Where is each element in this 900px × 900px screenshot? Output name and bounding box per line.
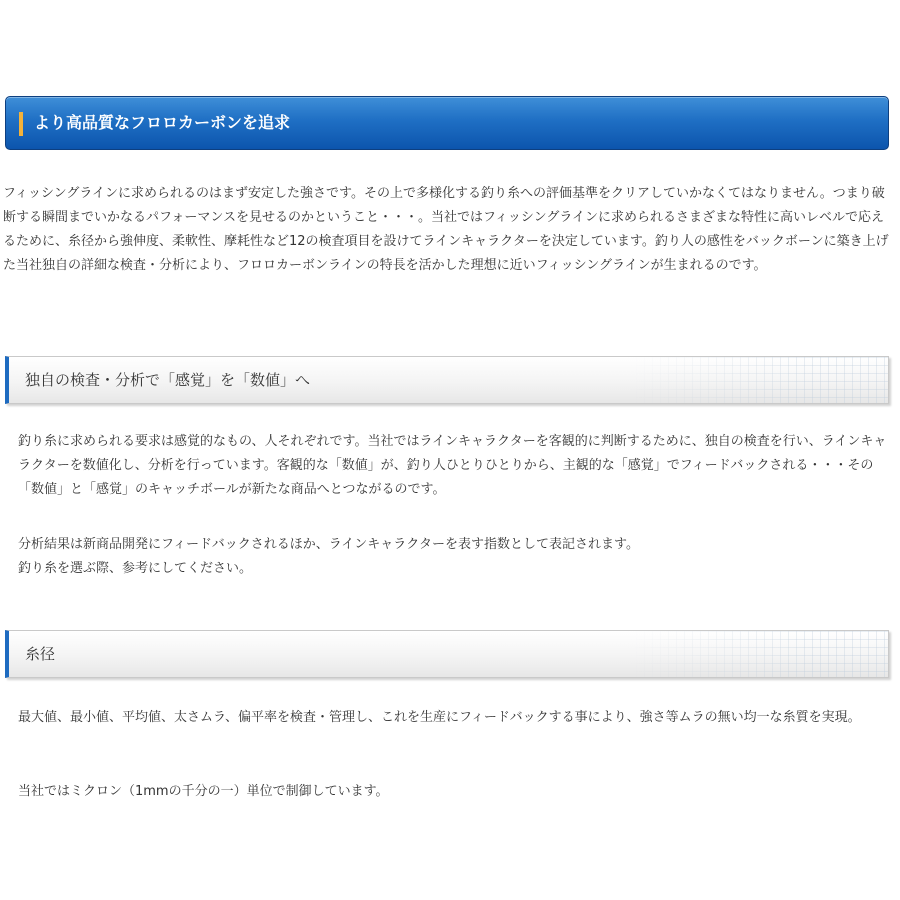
main-heading (5, 96, 889, 150)
heading-accent-bar (19, 112, 23, 136)
diameter-paragraph-1: 最大値、最小値、平均値、太さムラ、偏平率を検査・管理し、これを生産にフィードバックする事により、強さ等ムラの無い均一な糸質を実現。 (18, 710, 861, 725)
heading-grid-decoration (628, 357, 888, 403)
section-heading-analysis (5, 356, 889, 404)
section-heading-title: 独自の検査・分析で「感覚」を「数値」へ (25, 371, 311, 389)
analysis-paragraph-2: 分析結果は新商品開発にフィードバックされるほか、ラインキャラクターを表す指数として表記されます。 釣り糸を選ぶ際、参考にしてください。 (18, 537, 640, 576)
analysis-paragraph-1: 釣り糸に求められる要求は感覚的なもの、人それぞれです。当社ではラインキャラクターを客観的に判断するために、独自の検査を行い、ラインキャラクターを数値化し、分析を行っています。客観的な「数値」が、釣り人ひとりひとりから、主観的な「感覚」でフィードバックされる・・・その「数値」と「感覚」のキャッチボールが新たな商品へとつながるのです。 (18, 434, 887, 497)
section-heading-diameter (5, 630, 889, 678)
heading-grid-decoration (628, 631, 888, 677)
intro-paragraph: フィッシングラインに求められるのはまず安定した強さです。その上で多様化する釣り糸への評価基準をクリアしていかなくてはなりません。つまり破断する瞬間までいかなるパフォーマンスを見せるのかということ・・・。当社ではフィッシングラインに求められるさまざまな特性に高いレベルで応えるために、糸径から強伸度、柔軟性、摩耗性など12の検査項目を設けてラインキャラクターを決定しています。釣り人の感性をバックボーンに築き上げた当社独自の詳細な検査・分析により、フロロカーボンラインの特長を活かした理想に近いフィッシングラインが生まれるのです。 (3, 186, 889, 273)
diameter-paragraph-2: 当社ではミクロン（1mmの千分の一）単位で制御しています。 (18, 784, 389, 799)
main-heading-title: より高品質なフロロカーボンを追求 (34, 113, 291, 132)
section-heading-title: 糸径 (25, 645, 56, 663)
